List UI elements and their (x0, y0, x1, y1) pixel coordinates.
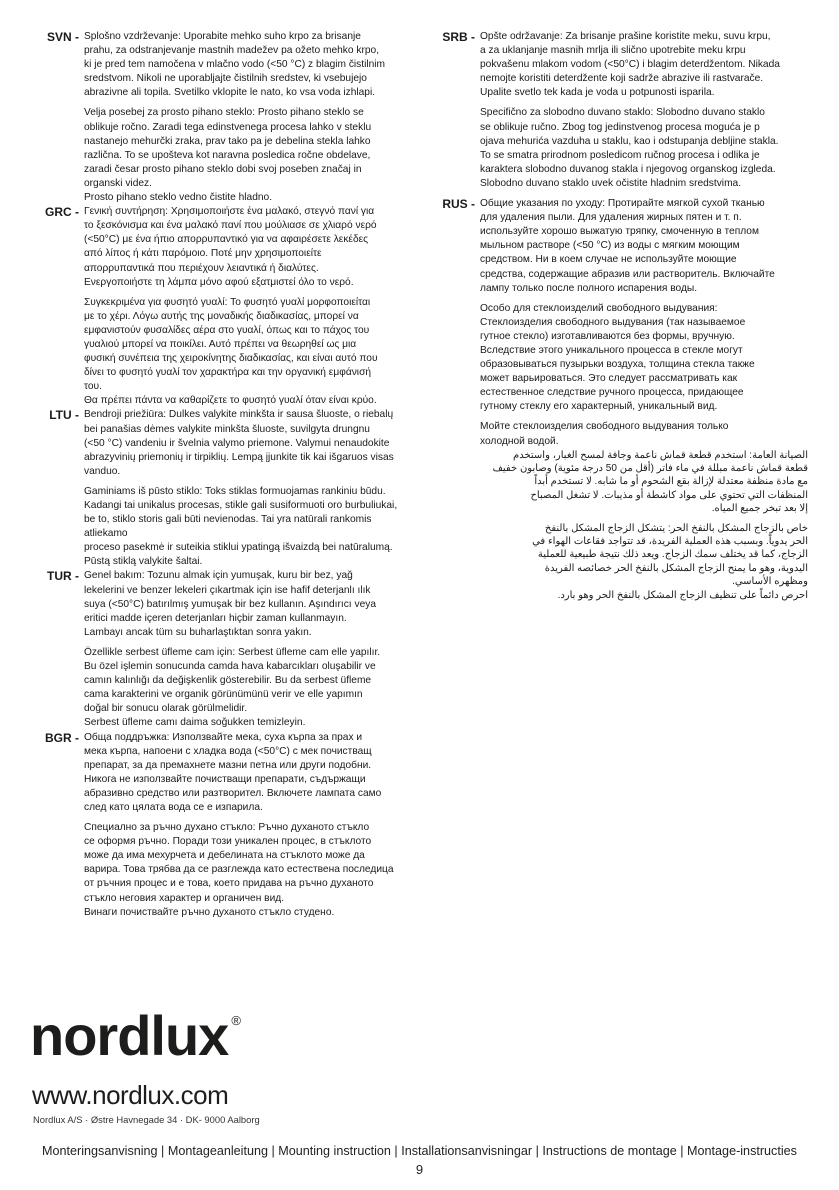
care-glass-text: Gaminiams iš pūsto stiklo: Toks stiklas formuojamas rankiniu būdu. Kadangi tai unikalus procesas, stikle gali susiformuoti oro burbuliukai, be to, stiklo storis gali būti nevienodas. Tai yra natūrali rankomis atliekamo proceso pasekmė ir suteikia stiklui ypatingą išvaizdą bei natūralumą. Pūstą stiklą valykite šaltai. (84, 485, 398, 568)
care-glass-text: Velja posebej za prosto pihano steklo: Prosto pihano steklo se oblikuje ročno. Zaradi tega edinstvenega procesa lahko v steklu nastanejo mehurčki zraka, prav tako pa je debelina stekla lahko različna. To se upošteva kot naravna posledica ročne obdelave, zaradi česar prosto pihano steklo dobi svoj poseben značaj in organski videz. Prosto pihano steklo vedno čistite hladno. (84, 107, 372, 204)
language-code: SVN - (46, 30, 79, 44)
registered-mark: ® (231, 1013, 240, 1028)
care-glass-text: Specifično za slobodno duvano staklo: Slobodno duvano staklo se oblikuje ručno. Zbog tog jedinstvenog procesa moguća je p ojava mehurića vazduha u staklu, kao i odstupanja debljine stakla. To se smatra prirodnom posledicom ručnog procesa i odlika je karaktera slobodno duvanog stakla i njegovog organskog izgleda. Slobodno duvano staklo uvek očistite hladnim sredstvima. (480, 107, 779, 189)
care-glass-cold-text: Мойте стеклоизделия свободного выдувания только холодной водой. (480, 421, 729, 447)
language-code: BGR - (45, 730, 79, 745)
care-glass-text: Συγκεκριμένα για φυσητό γυαλί: Το φυσητό γυαλί μορφοποιείται με το χέρι. Λόγω αυτής της μοναδικής διαδικασίας, μπορεί να εμφανιστούν φυσαλίδες αέρα στο γυαλί, όπως και το πάχος του γυαλιού μπορεί να ποικίλει. Αυτό πρέπει να θεωρηθεί ως μια φυσική συνέπεια της χειροκίνητης διαδικασίας, και είναι αυτό που δίνει το φυσητό γυαλί τον χαρακτήρα και την οργανική εμφάνισή του. Θα πρέπει πάντα να καθαρίζετε το φυσητό γυαλί όταν είναι κρύο. (84, 296, 378, 407)
care-general-text: Обща поддръжка: Използвайте мека, суха кърпа за прах и мека кърпа, напоени с хладка вода (<50°C) с мек почистващ препарат, за да премахнете мазни петна или други подобни. Никога не използвайте почистващи препарати, съдържащи абразивно средство или разтворител. Включете лампата само след като цялата вода се е изпарила. (84, 731, 382, 813)
nordlux-logo (30, 1004, 240, 1067)
logo-wordmark: nordlux (30, 1004, 229, 1067)
section-grc (36, 205, 412, 408)
section-bgr (36, 731, 412, 920)
section-rus (432, 197, 808, 449)
care-general-text: Bendroji priežiūra: Dulkes valykite minkšta ir sausa šluoste, o riebalų bei panašias dėmes valykite minkšta šluoste, suvilgyta drungnu (<50 °C) vandeniu ir švelnia valymo priemone. Valymui nenaudokite abrazyvinių priemonių ir tirpiklių. Lempą įjunkite tik kai išgaruos visas vanduo. (84, 409, 394, 477)
language-code: RUS - (442, 197, 475, 212)
website-url: www.nordlux.com (32, 1080, 229, 1110)
section-ltu (36, 408, 412, 569)
care-glass-text: Особо для стеклоизделий свободного выдувания: Стеклоизделия свободного выдувания (так называемое гутное стекло) изготавливаются без формы, вручную. Вследствие этого уникального процесса в стекле могут образовываться пузырьки воздуха, толщина стекла также может варьироваться. Это следует рассматривать как естественное следствие ручного процесса, придающее гутному стеклу его характерный, уникальный вид. (480, 302, 755, 413)
section-svn (36, 30, 412, 205)
language-code: GRC - (45, 205, 79, 220)
care-general-text-arabic: الصيانة العامة: استخدم قطعة قماش ناعمة وجافة لمسح الغبار، واستخدم قطعة قماش ناعمة مبللة في ماء فاتر (أقل من 50 درجة مئوية) وصابون خفيف مع مادة منظفة معتدلة لإزالة بقع الشحوم أو ما شابه. لا تستخدم أبداً المنظفات التي تحتوي على مواد كاشطة أو مذيبات. لا تشغل المصباح إلا بعد تبخر جميع المياه. (492, 449, 808, 515)
care-glass-text: Специално за ръчно духано стъкло: Ръчно духаното стъкло се оформя ръчно. Поради този уникален процес, в стъклото може да има мехурчета и дебелината на стъклото може да варира. Това трябва да се разглежда като естествена последица от ръчния процес и е това, което придава на ръчно духаното стъкло неговия характер и органичен вид. Винаги почиствайте ръчно духаното стъкло студено. (84, 822, 394, 918)
company-address: Nordlux A/S · Østre Havnegade 34 · DK- 9000 Aalborg (33, 1114, 260, 1125)
language-code: TUR - (47, 569, 79, 584)
right-column (432, 30, 808, 602)
care-glass-text: Özellikle serbest üfleme cam için: Serbest üfleme cam elle yapılır. Bu özel işlemin sonucunda camda hava kabarcıkları oluşabilir ve camın kalınlığı da değişkenlik gösterebilir. Bu da serbest üfleme cama karakterini ve organik görünümünü verir ve elle yapımın doğal bir sonucu olarak görülmelidir. Serbest üfleme camı daima soğukken temizleyin. (84, 646, 381, 729)
left-column (36, 30, 412, 920)
care-general-text: Splošno vzdrževanje: Uporabite mehko suho krpo za brisanje prahu, za odstranjevanje mastnih madežev pa ožeto mehko krpo, ki je pred tem namočena v mlačno vodo (<50 °C) z blagim čistilnim sredstvom. Nikoli ne uporabljajte čistilnih sredstev, ki vsebujejo abrazivne ali topila. Svetilko vklopite le nato, ko vsa voda izhlapi. (84, 31, 386, 99)
section-tur (36, 569, 412, 730)
footer-titles: Monteringsanvisning | Montageanleitung | Mounting instruction | Installationsanvisningar | Instructions de montage | Montage-instructies (42, 1144, 797, 1158)
care-general-text: Общие указания по уходу: Протирайте мягкой сухой тканью для удаления пыли. Для удаления жирных пятен и т. п. используйте хорошо выжатую тряпку, смоченную в теплом мыльном растворе (<50 °C) из воды с мягким моющим средством. Ни в коем случае не используйте моющие средства, содержащие абразив или растворитель. Включайте лампу только после полного испарения воды. (480, 198, 775, 294)
page-number: 9 (415, 1162, 424, 1177)
care-general-text: Opšte održavanje: Za brisanje prašine koristite meku, suvu krpu, a za uklanjanje masnih mrlja ili slično upotrebite meku krpu pokvašenu mlakom vodom (<50°C) i blagim deterdžentom. Nikada nemojte koristiti deterdžente koji sadrže abrazive ili rastvarače. Upalite svetlo tek kada je voda u potpunosti isparila. (480, 31, 780, 99)
care-general-text: Γενική συντήρηση: Χρησιμοποιήστε ένα μαλακό, στεγνό πανί για το ξεσκόνισμα και ένα μαλακό πανί που μούλιασε σε χλιαρό νερό (<50°C) με ένα ήπιο απορρυπαντικό για να αφαιρέσετε λεκέδες από λίπος ή κάτι παρόμοιο. Ποτέ μην χρησιμοποιείτε απορρυπαντικά που περιέχουν λειαντικά ή διαλύτες. Ενεργοποιήστε τη λάμπα μόνο αφού εξατμιστεί όλο το νερό. (84, 206, 377, 288)
care-glass-text-arabic: خاص بالزجاج المشكل بالنفخ الحر: يتشكل الزجاج المشكل بالنفخ الحر يدوياً. وبسبب هذه العملية الفريدة، قد تتواجد فقاعات الهواء في الزجاج، كما قد يختلف سمك الزجاج. ويعد ذلك نتيجة طبيعية للعملية اليدوية، وهو ما يمنح الزجاج المشكل بالنفخ الحر خصائصه الفريدة ومظهره الأساسي. احرص دائماً على تنظيف الزجاج المشكل بالنفخ الحر وهو بارد. (532, 522, 808, 601)
language-code: SRB - (442, 30, 475, 44)
language-code: LTU - (49, 408, 79, 423)
section-arabic (432, 449, 808, 602)
section-srb (432, 30, 808, 191)
care-general-text: Genel bakım: Tozunu almak için yumuşak, kuru bir bez, yağ lekelerini ve benzer lekeleri çıkartmak için ise hafif deterjanlı ılık suya (<50°C) batırılmış yumuşak bir bez kullanın. Aşındırıcı veya eritici madde içeren deterjanları hiçbir zaman kullanmayın. Lambayı ancak tüm su buharlaştıktan sonra yakın. (84, 570, 376, 638)
